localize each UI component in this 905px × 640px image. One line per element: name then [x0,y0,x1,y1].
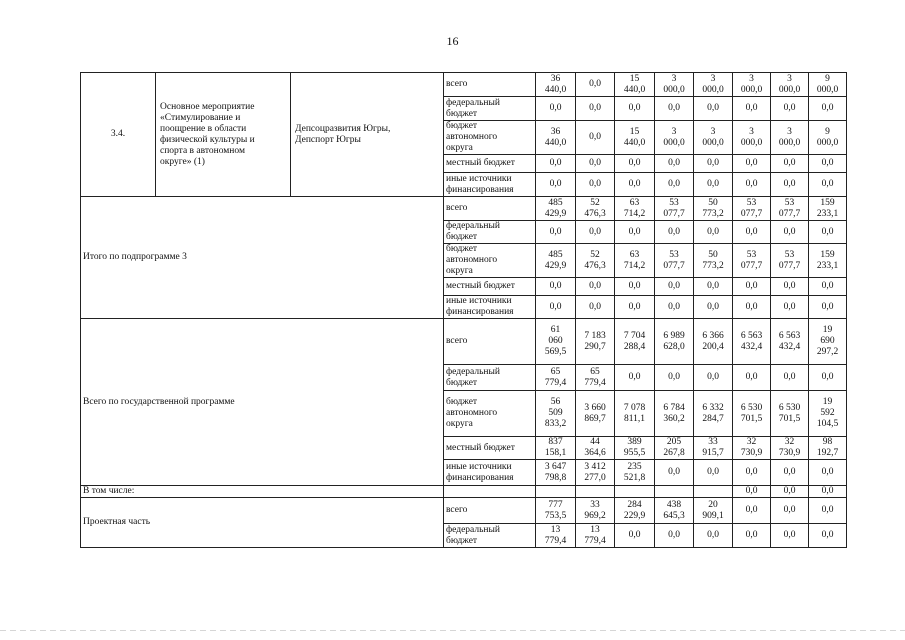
value-cell: 0,0 [733,486,771,498]
value-cell: 3 000,0 [655,73,694,97]
value-cell: 0,0 [536,221,576,244]
value-cell: 53 077,7 [771,244,809,278]
value-cell: 53 077,7 [655,244,694,278]
value-cell: 53 077,7 [733,244,771,278]
value-cell: 0,0 [576,97,615,121]
table-row [81,498,847,524]
value-cell: 485 429,9 [536,197,576,221]
value-cell: 6 366 200,4 [694,319,733,365]
value-cell: 0,0 [809,498,847,524]
value-cell: 53 077,7 [655,197,694,221]
value-cell: 33 969,2 [576,498,615,524]
value-cell: 3 000,0 [694,73,733,97]
value-cell: 0,0 [809,486,847,498]
executor-cell: Депсоцразвития Югры, Депспорт Югры [291,73,444,197]
value-cell: 0,0 [655,296,694,319]
value-cell: 205 267,8 [655,437,694,460]
value-cell: 9 000,0 [809,73,847,97]
value-cell: 159 233,1 [809,197,847,221]
value-cell: 0,0 [536,173,576,197]
value-cell: 0,0 [733,365,771,391]
table-row [81,73,847,97]
value-cell: 0,0 [694,365,733,391]
table-row [81,197,847,221]
value-cell: 0,0 [576,121,615,155]
value-cell: 63 714,2 [615,244,655,278]
value-cell [615,486,655,498]
summary-label-cell: Итого по подпрограмме 3 [81,197,444,319]
value-cell: 0,0 [536,97,576,121]
value-cell: 0,0 [771,365,809,391]
value-cell: 0,0 [809,524,847,548]
value-cell: 3 000,0 [733,73,771,97]
value-cell: 0,0 [615,278,655,296]
funding-source-cell: местный бюджет [444,278,536,296]
value-cell: 3 660 869,7 [576,391,615,437]
value-cell: 0,0 [615,221,655,244]
value-cell: 53 077,7 [733,197,771,221]
value-cell: 0,0 [694,155,733,173]
value-cell: 0,0 [733,524,771,548]
value-cell: 6 563 432,4 [771,319,809,365]
funding-source-cell: бюджет автономного округа [444,244,536,278]
value-cell: 32 730,9 [733,437,771,460]
activity-name-cell: Основное мероприятие «Стимулирование и поощрение в области физической культуры и спорта в автономном округе» (1) [156,73,291,197]
value-cell: 6 784 360,2 [655,391,694,437]
value-cell: 6 530 701,5 [733,391,771,437]
funding-source-cell: всего [444,73,536,97]
in-that-number-label: В том числе: [81,486,444,498]
table-row [81,486,847,498]
value-cell: 0,0 [576,173,615,197]
funding-source-cell: всего [444,319,536,365]
value-cell: 3 000,0 [694,121,733,155]
value-cell: 0,0 [615,524,655,548]
value-cell: 0,0 [536,278,576,296]
value-cell: 0,0 [655,524,694,548]
value-cell: 13 779,4 [576,524,615,548]
value-cell: 0,0 [576,155,615,173]
value-cell: 0,0 [694,173,733,197]
value-cell: 0,0 [809,278,847,296]
value-cell: 33 915,7 [694,437,733,460]
value-cell: 0,0 [733,296,771,319]
value-cell: 3 647 798,8 [536,460,576,486]
value-cell: 0,0 [733,173,771,197]
value-cell: 0,0 [809,460,847,486]
value-cell: 0,0 [771,486,809,498]
summary-label-cell: Всего по государственной программе [81,319,444,486]
value-cell: 0,0 [536,296,576,319]
funding-source-cell: иные источники финансирования [444,460,536,486]
value-cell: 15 440,0 [615,73,655,97]
funding-source-cell: бюджет автономного округа [444,121,536,155]
value-cell: 50 773,2 [694,244,733,278]
funding-source-cell [444,486,536,498]
funding-source-cell: бюджет автономного округа [444,391,536,437]
value-cell: 0,0 [576,296,615,319]
value-cell: 0,0 [694,278,733,296]
value-cell: 485 429,9 [536,244,576,278]
value-cell: 0,0 [655,221,694,244]
value-cell: 0,0 [536,155,576,173]
value-cell: 0,0 [809,155,847,173]
value-cell: 0,0 [615,365,655,391]
value-cell: 0,0 [771,155,809,173]
funding-source-cell: иные источники финансирования [444,296,536,319]
value-cell: 235 521,8 [615,460,655,486]
funding-source-cell: федеральный бюджет [444,97,536,121]
value-cell: 0,0 [733,498,771,524]
value-cell: 0,0 [655,97,694,121]
table-row [81,319,847,365]
value-cell [655,486,694,498]
value-cell: 50 773,2 [694,197,733,221]
value-cell: 6 530 701,5 [771,391,809,437]
value-cell: 0,0 [733,97,771,121]
value-cell: 159 233,1 [809,244,847,278]
value-cell: 0,0 [809,221,847,244]
value-cell: 0,0 [615,173,655,197]
value-cell: 0,0 [615,296,655,319]
value-cell: 6 563 432,4 [733,319,771,365]
value-cell: 0,0 [576,278,615,296]
value-cell: 389 955,5 [615,437,655,460]
value-cell: 52 476,3 [576,197,615,221]
value-cell: 36 440,0 [536,121,576,155]
value-cell [536,486,576,498]
value-cell: 52 476,3 [576,244,615,278]
value-cell: 3 000,0 [733,121,771,155]
funding-source-cell: местный бюджет [444,437,536,460]
funding-source-cell: федеральный бюджет [444,524,536,548]
value-cell: 15 440,0 [615,121,655,155]
value-cell: 284 229,9 [615,498,655,524]
value-cell: 0,0 [694,221,733,244]
value-cell [576,486,615,498]
value-cell: 0,0 [694,460,733,486]
activity-code-cell: 3.4. [81,73,156,197]
value-cell: 0,0 [615,97,655,121]
page-number: 16 [446,34,459,48]
value-cell: 0,0 [771,278,809,296]
value-cell: 0,0 [771,97,809,121]
scan-artifact-line [0,630,905,631]
value-cell: 3 000,0 [771,121,809,155]
funding-source-cell: федеральный бюджет [444,221,536,244]
value-cell: 53 077,7 [771,197,809,221]
value-cell: 0,0 [694,524,733,548]
value-cell: 0,0 [576,221,615,244]
value-cell: 0,0 [809,296,847,319]
value-cell: 0,0 [733,221,771,244]
value-cell: 0,0 [771,460,809,486]
funding-table [80,72,847,548]
value-cell: 0,0 [809,97,847,121]
value-cell: 0,0 [809,365,847,391]
value-cell: 44 364,6 [576,437,615,460]
value-cell: 32 730,9 [771,437,809,460]
value-cell: 20 909,1 [694,498,733,524]
value-cell: 0,0 [694,97,733,121]
value-cell: 7 183 290,7 [576,319,615,365]
value-cell: 65 779,4 [576,365,615,391]
funding-source-cell: иные источники финансирования [444,173,536,197]
value-cell: 0,0 [576,73,615,97]
value-cell: 7 078 811,1 [615,391,655,437]
value-cell: 3 412 277,0 [576,460,615,486]
value-cell: 0,0 [655,173,694,197]
value-cell: 19 690 297,2 [809,319,847,365]
value-cell: 56 509 833,2 [536,391,576,437]
value-cell: 98 192,7 [809,437,847,460]
project-part-label: Проектная часть [81,498,444,548]
funding-source-cell: всего [444,498,536,524]
value-cell: 19 592 104,5 [809,391,847,437]
value-cell: 0,0 [694,296,733,319]
value-cell: 0,0 [771,173,809,197]
value-cell: 6 989 628,0 [655,319,694,365]
value-cell: 837 158,1 [536,437,576,460]
value-cell: 438 645,3 [655,498,694,524]
value-cell: 36 440,0 [536,73,576,97]
funding-source-cell: местный бюджет [444,155,536,173]
value-cell: 13 779,4 [536,524,576,548]
value-cell: 777 753,5 [536,498,576,524]
value-cell: 0,0 [655,155,694,173]
value-cell: 61 060 569,5 [536,319,576,365]
value-cell: 0,0 [655,278,694,296]
value-cell: 0,0 [771,296,809,319]
value-cell: 3 000,0 [655,121,694,155]
value-cell: 6 332 284,7 [694,391,733,437]
funding-source-cell: всего [444,197,536,221]
value-cell: 0,0 [733,278,771,296]
value-cell: 0,0 [771,524,809,548]
value-cell: 0,0 [655,460,694,486]
value-cell: 65 779,4 [536,365,576,391]
value-cell: 0,0 [733,460,771,486]
value-cell: 3 000,0 [771,73,809,97]
value-cell: 0,0 [655,365,694,391]
value-cell: 9 000,0 [809,121,847,155]
value-cell: 0,0 [809,173,847,197]
value-cell: 63 714,2 [615,197,655,221]
value-cell: 0,0 [771,498,809,524]
value-cell: 0,0 [615,155,655,173]
value-cell: 0,0 [733,155,771,173]
value-cell [694,486,733,498]
value-cell: 7 704 288,4 [615,319,655,365]
funding-source-cell: федеральный бюджет [444,365,536,391]
value-cell: 0,0 [771,221,809,244]
